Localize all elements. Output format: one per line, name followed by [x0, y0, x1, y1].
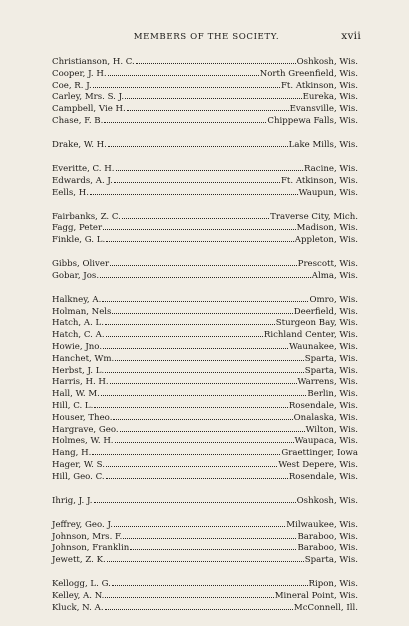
- dot-leader: [90, 187, 298, 195]
- member-entry: [52, 258, 358, 270]
- member-name: Hargrave, Geo.: [52, 424, 119, 435]
- member-place: Waunakee, Wis.: [289, 342, 358, 353]
- member-name: Hatch, C. A.: [52, 330, 105, 341]
- member-place: Sparta, Wis.: [304, 365, 358, 376]
- dot-leader: [105, 365, 304, 373]
- member-place: Deerfield, Wis.: [293, 306, 358, 317]
- member-entry: [52, 447, 358, 459]
- member-entry: [52, 270, 358, 282]
- member-name: Ihrig, J. J.: [52, 495, 93, 506]
- member-name: Fairbanks, Z. C.: [52, 211, 121, 222]
- member-name: Fagg, Peter: [52, 223, 103, 234]
- member-entry: [52, 531, 358, 543]
- dot-leader: [115, 353, 304, 361]
- member-place: Chippewa Falls, Wis.: [267, 115, 358, 126]
- member-place: Sparta, Wis.: [304, 555, 358, 566]
- member-entry: [52, 103, 358, 115]
- member-place: Richland Center, Wis.: [263, 330, 358, 341]
- dot-leader: [104, 115, 266, 123]
- member-place: Mineral Point, Wis.: [274, 590, 358, 601]
- member-entry: [52, 234, 358, 246]
- member-entry: [52, 163, 358, 175]
- member-entry: [52, 80, 358, 92]
- member-entry: [52, 542, 358, 554]
- member-name: Chase, F. B.: [52, 115, 104, 126]
- dot-leader: [106, 471, 288, 479]
- dot-leader: [108, 139, 288, 147]
- member-place: Rosendale, Wis.: [288, 471, 358, 482]
- member-entry: [52, 329, 358, 341]
- member-group: [52, 258, 358, 282]
- member-entry: [52, 341, 358, 353]
- member-place: Eureka, Wis.: [302, 92, 358, 103]
- member-name: Howie, Jno.: [52, 342, 103, 353]
- member-name: Kluck, N. A.: [52, 602, 104, 613]
- member-name: Hager, W. S.: [52, 460, 105, 471]
- running-title: MEMBERS OF THE SOCIETY.: [133, 32, 280, 42]
- dot-leader: [130, 542, 296, 550]
- member-entry: [52, 365, 358, 377]
- member-entry: [52, 376, 358, 388]
- member-name: Eells, H.: [52, 187, 89, 198]
- dot-leader: [120, 424, 305, 432]
- member-place: Onalaska, Wis.: [293, 412, 358, 423]
- member-entry: [52, 115, 358, 127]
- member-entry: [52, 222, 358, 234]
- member-entry: [52, 400, 358, 412]
- member-entry: [52, 175, 358, 187]
- member-place: Lake Mills, Wis.: [288, 139, 358, 150]
- member-name: Johnson, Mrs. F.: [52, 531, 123, 542]
- dot-leader: [108, 68, 259, 76]
- member-entry: [52, 68, 358, 80]
- dot-leader: [122, 211, 269, 219]
- member-entry: [52, 187, 358, 199]
- dot-leader: [110, 376, 297, 384]
- member-name: Jewett, Z. K.: [52, 555, 106, 566]
- dot-leader: [94, 400, 287, 408]
- dot-leader: [110, 258, 297, 266]
- member-group: [52, 294, 358, 483]
- member-name: Carley, Mrs. S. J.: [52, 92, 125, 103]
- dot-leader: [105, 590, 273, 598]
- member-name: Kellogg, L. G.: [52, 579, 111, 590]
- member-place: Graettinger, Iowa: [281, 448, 358, 459]
- member-name: Kelley, A. N.: [52, 590, 105, 601]
- member-place: Prescott, Wis.: [297, 259, 358, 270]
- member-place: Sturgeon Bay, Wis.: [275, 318, 358, 329]
- member-place: Warrens, Wis.: [297, 377, 358, 388]
- member-entry: [52, 602, 358, 614]
- member-name: Houser, Theo.: [52, 412, 113, 423]
- member-entry: [52, 211, 358, 223]
- dot-leader: [92, 447, 280, 455]
- dot-leader: [102, 294, 308, 302]
- member-group: [52, 578, 358, 613]
- member-name: Johnson, Franklin: [52, 543, 130, 554]
- member-name: Holman, Nels: [52, 306, 112, 317]
- member-name: Hanchet, Wm.: [52, 353, 115, 364]
- member-place: Ft. Atkinson, Wis.: [280, 80, 358, 91]
- dot-leader: [112, 578, 308, 586]
- member-group: [52, 56, 358, 127]
- member-place: Alma, Wis.: [311, 270, 358, 281]
- member-entry: [52, 554, 358, 566]
- member-entry: [52, 294, 358, 306]
- member-place: Oshkosh, Wis.: [296, 57, 358, 67]
- member-name: Harris, H. H.: [52, 377, 109, 388]
- member-group: [52, 495, 358, 507]
- member-place: Sparta, Wis.: [304, 353, 358, 364]
- member-entry: [52, 495, 358, 507]
- member-name: Jeffrey, Geo. J.: [52, 519, 113, 530]
- member-place: Appleton, Wis.: [294, 235, 358, 246]
- dot-leader: [105, 317, 275, 325]
- member-place: Evansville, Wis.: [289, 104, 358, 115]
- member-name: Herbst, J. L.: [52, 365, 105, 376]
- member-name: Halkney, A.: [52, 294, 102, 305]
- member-name: Campbell, Vie H.: [52, 104, 126, 115]
- member-entry: [52, 139, 358, 151]
- dot-leader: [106, 329, 263, 337]
- dot-leader: [93, 80, 280, 88]
- member-place: Ripon, Wis.: [308, 579, 358, 590]
- member-place: North Greenfield, Wis.: [259, 68, 358, 79]
- dot-leader: [123, 531, 296, 539]
- dot-leader: [106, 234, 294, 242]
- dot-leader: [100, 270, 311, 278]
- member-entry: [52, 590, 358, 602]
- dot-leader: [112, 306, 292, 314]
- member-place: Wilton, Wis.: [305, 424, 358, 435]
- dot-leader: [114, 175, 280, 183]
- member-name: Finkle, G. L.: [52, 235, 106, 246]
- dot-leader: [105, 602, 293, 610]
- member-entry: [52, 412, 358, 424]
- member-name: Hill, Geo. C.: [52, 471, 105, 482]
- page-header: [52, 30, 361, 44]
- member-place: McConnell, Ill.: [293, 602, 358, 613]
- dot-leader: [107, 554, 304, 562]
- member-place: Racine, Wis.: [303, 163, 358, 174]
- member-entry: [52, 519, 358, 531]
- member-list: [52, 56, 358, 626]
- dot-leader: [101, 388, 307, 396]
- dot-leader: [116, 163, 303, 171]
- member-entry: [52, 317, 358, 329]
- member-name: Hall, W. M.: [52, 389, 100, 400]
- member-entry: [52, 306, 358, 318]
- member-entry: [52, 353, 358, 365]
- member-place: Rosendale, Wis.: [288, 401, 358, 412]
- member-name: Hang, H.: [52, 448, 92, 459]
- dot-leader: [94, 495, 296, 503]
- member-entry: [52, 471, 358, 483]
- member-place: Ft. Atkinson, Wis.: [280, 175, 358, 186]
- page-number: xvii: [341, 30, 361, 42]
- member-name: Christianson, H. C.: [52, 57, 135, 67]
- dot-leader: [115, 435, 294, 443]
- member-name: Hatch, A. L.: [52, 318, 104, 329]
- dot-leader: [127, 103, 289, 111]
- dot-leader: [136, 56, 296, 64]
- member-place: Berlin, Wis.: [307, 389, 358, 400]
- member-group: [52, 163, 358, 198]
- member-entry: [52, 578, 358, 590]
- member-place: Madison, Wis.: [296, 223, 358, 234]
- member-name: Coe, R. J.: [52, 80, 92, 91]
- dot-leader: [103, 222, 296, 230]
- member-entry: [52, 56, 358, 68]
- member-entry: [52, 459, 358, 471]
- dot-leader: [103, 341, 288, 349]
- dot-leader: [114, 519, 285, 527]
- member-entry: [52, 388, 358, 400]
- member-place: Milwaukee, Wis.: [286, 519, 358, 530]
- member-group: [52, 139, 358, 151]
- member-place: Oshkosh, Wis.: [296, 495, 358, 506]
- member-group: [52, 519, 358, 566]
- member-place: Baraboo, Wis.: [297, 543, 358, 554]
- member-place: Waupaca, Wis.: [294, 436, 358, 447]
- member-name: Gibbs, Oliver: [52, 259, 110, 270]
- member-group: [52, 211, 358, 246]
- member-name: Cooper, J. H.: [52, 68, 107, 79]
- dot-leader: [113, 412, 292, 420]
- member-name: Holmes, W. H.: [52, 436, 114, 447]
- member-entry: [52, 435, 358, 447]
- member-place: Traverse City, Mich.: [270, 211, 358, 222]
- member-entry: [52, 91, 358, 103]
- member-place: Waupun, Wis.: [298, 187, 358, 198]
- member-name: Hill, C. L.: [52, 401, 94, 412]
- dot-leader: [125, 91, 301, 99]
- member-place: Baraboo, Wis.: [297, 531, 358, 542]
- member-name: Everitte, C. H.: [52, 163, 115, 174]
- member-entry: [52, 424, 358, 436]
- member-place: West Depere, Wis.: [278, 460, 358, 471]
- member-name: Gobar, Jos.: [52, 270, 100, 281]
- member-place: Omro, Wis.: [309, 294, 358, 305]
- member-name: Edwards, A. J.: [52, 175, 113, 186]
- member-name: Drake, W. H.: [52, 139, 107, 150]
- dot-leader: [106, 459, 277, 467]
